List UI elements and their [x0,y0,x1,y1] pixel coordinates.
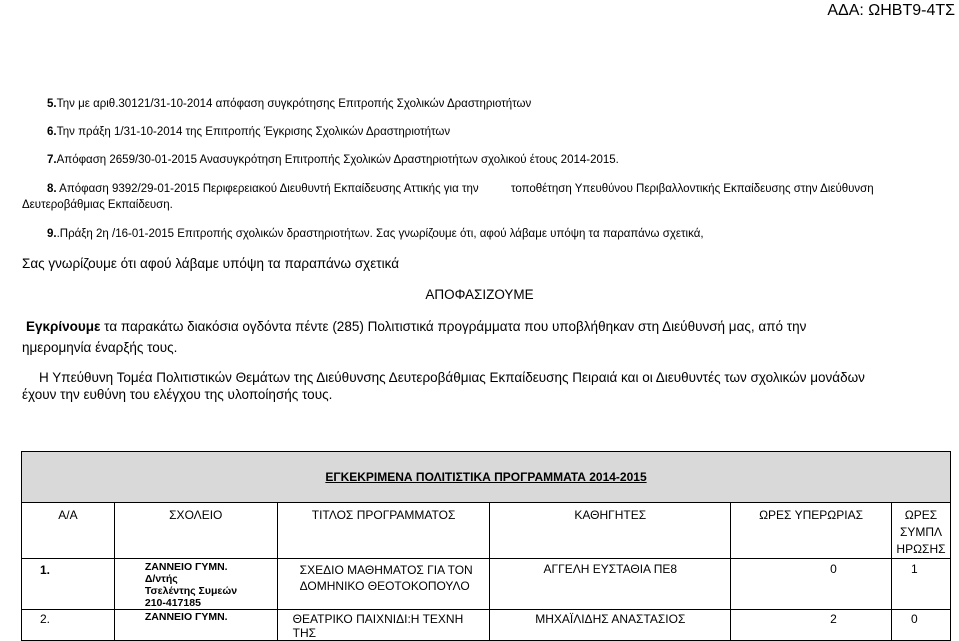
row-program-title: ΣΧΕΔΙΟ ΜΑΘΗΜΑΤΟΣ ΓΙΑ ΤΟΝ ΔΟΜΗΝΙΚΟ ΘΕΟΤΟΚΟΠΟΥΛΟ [277,559,490,610]
list-item: 7.Απόφαση 2659/30-01-2015 Ανασυγκρότηση Επιτροπής Σχολικών Δραστηριοτήτων σχολικού έτους 2014-2015. [47,154,619,166]
row-school: ΖΑΝΝΕΙΟ ΓΥΜΝ. Δ/ντής Τσελέντης Συμεών 210-417185 [114,559,277,610]
row-hours: 1 [891,559,950,610]
programs-table [21,451,951,641]
row-program-title: ΘΕΑΤΡΙΚΟ ΠΑΙΧΝΙΔΙ:Η ΤΕΧΝΗ ΤΗΣ [277,610,490,641]
list-item-continuation: Δευτεροβάθμιας Εκπαίδευση. [22,199,173,211]
header-teachers: ΚΑΘΗΓΗΤΕΣ [490,503,731,559]
header-school: ΣΧΟΛΕΙΟ [114,503,277,559]
row-overtime: 2 [731,610,892,641]
table-row [22,559,951,610]
row-aa: 1. [22,559,115,610]
header-overtime: ΩΡΕΣ ΥΠΕΡΩΡΙΑΣ [731,503,892,559]
header-hours: ΩΡΕΣ ΣΥΜΠΛ ΗΡΩΣΗΣ [891,503,950,559]
header-aa: Α/Α [22,503,115,559]
row-teachers: ΜΗΧΑΪΛΙΔΗΣ ΑΝΑΣΤΑΣΙΟΣ [490,610,731,641]
responsibility-paragraph: Η Υπεύθυνη Τομέα Πολιτιστικών Θεμάτων της Διεύθυνσης Δευτεροβάθμιας Εκπαίδευσης Πειραιά και οι Διευθυντές των σχολικών μονάδων [39,370,865,385]
list-item: 8. Απόφαση 9392/29-01-2015 Περιφερειακού Διευθυντή Εκπαίδευσης Αττικής για την [47,183,479,195]
list-item: 5.Την με αριθ.30121/31-10-2014 απόφαση συγκρότησης Επιτροπής Σχολικών Δραστηριοτήτων [47,98,532,110]
list-item: 9..Πράξη 2η /16-01-2015 Επιτροπής σχολικών δραστηριοτήτων. Σας γνωρίζουμε ότι, αφού λάβαμε υπόψη τα παραπάνω σχετικά, [47,228,704,240]
intro-text: Σας γνωρίζουμε ότι αφού λάβαμε υπόψη τα παραπάνω σχετικά [22,256,400,271]
row-hours: 0 [891,610,950,641]
table-row [22,610,951,641]
approval-paragraph: Εγκρίνουμε τα παρακάτω διακόσια ογδόντα πέντε (285) Πολιτιστικά προγράμματα που υποβλήθηκαν στη Διεύθυνσή μας, από την [26,319,807,334]
list-item: 6.Την πράξη 1/31-10-2014 της Επιτροπής Έγκρισης Σχολικών Δραστηριοτήτων [47,126,451,138]
list-item-continuation: τοποθέτηση Υπευθύνου Περιβαλλοντικής Εκπαίδευσης στην Διεύθυνση [511,183,874,195]
row-overtime: 0 [731,559,892,610]
document-id: ΑΔΑ: ΩΗΒΤ9-4ΤΣ [827,2,955,19]
approval-paragraph-line2: ημερομηνία έναρξής τους. [22,340,178,355]
row-teachers: ΑΓΓΕΛΗ ΕΥΣΤΑΘΙΑ ΠΕ8 [490,559,731,610]
header-title: ΤΙΤΛΟΣ ΠΡΟΓΡΑΜΜΑΤΟΣ [277,503,490,559]
responsibility-paragraph-line2: έχουν την ευθύνη του ελέγχου της υλοποίησής τους. [22,387,333,402]
table-title: ΕΓΚΕΚΡΙΜΕΝΑ ΠΟΛΙΤΙΣΤΙΚΑ ΠΡΟΓΡΑΜΜΑΤΑ 2014-2015 [22,452,951,503]
table-header-row [22,503,951,559]
row-school: ΖΑΝΝΕΙΟ ΓΥΜΝ. [114,610,277,641]
row-aa: 2. [22,610,115,641]
decision-heading: ΑΠΟΦΑΣΙΖΟΥΜΕ [425,287,534,302]
